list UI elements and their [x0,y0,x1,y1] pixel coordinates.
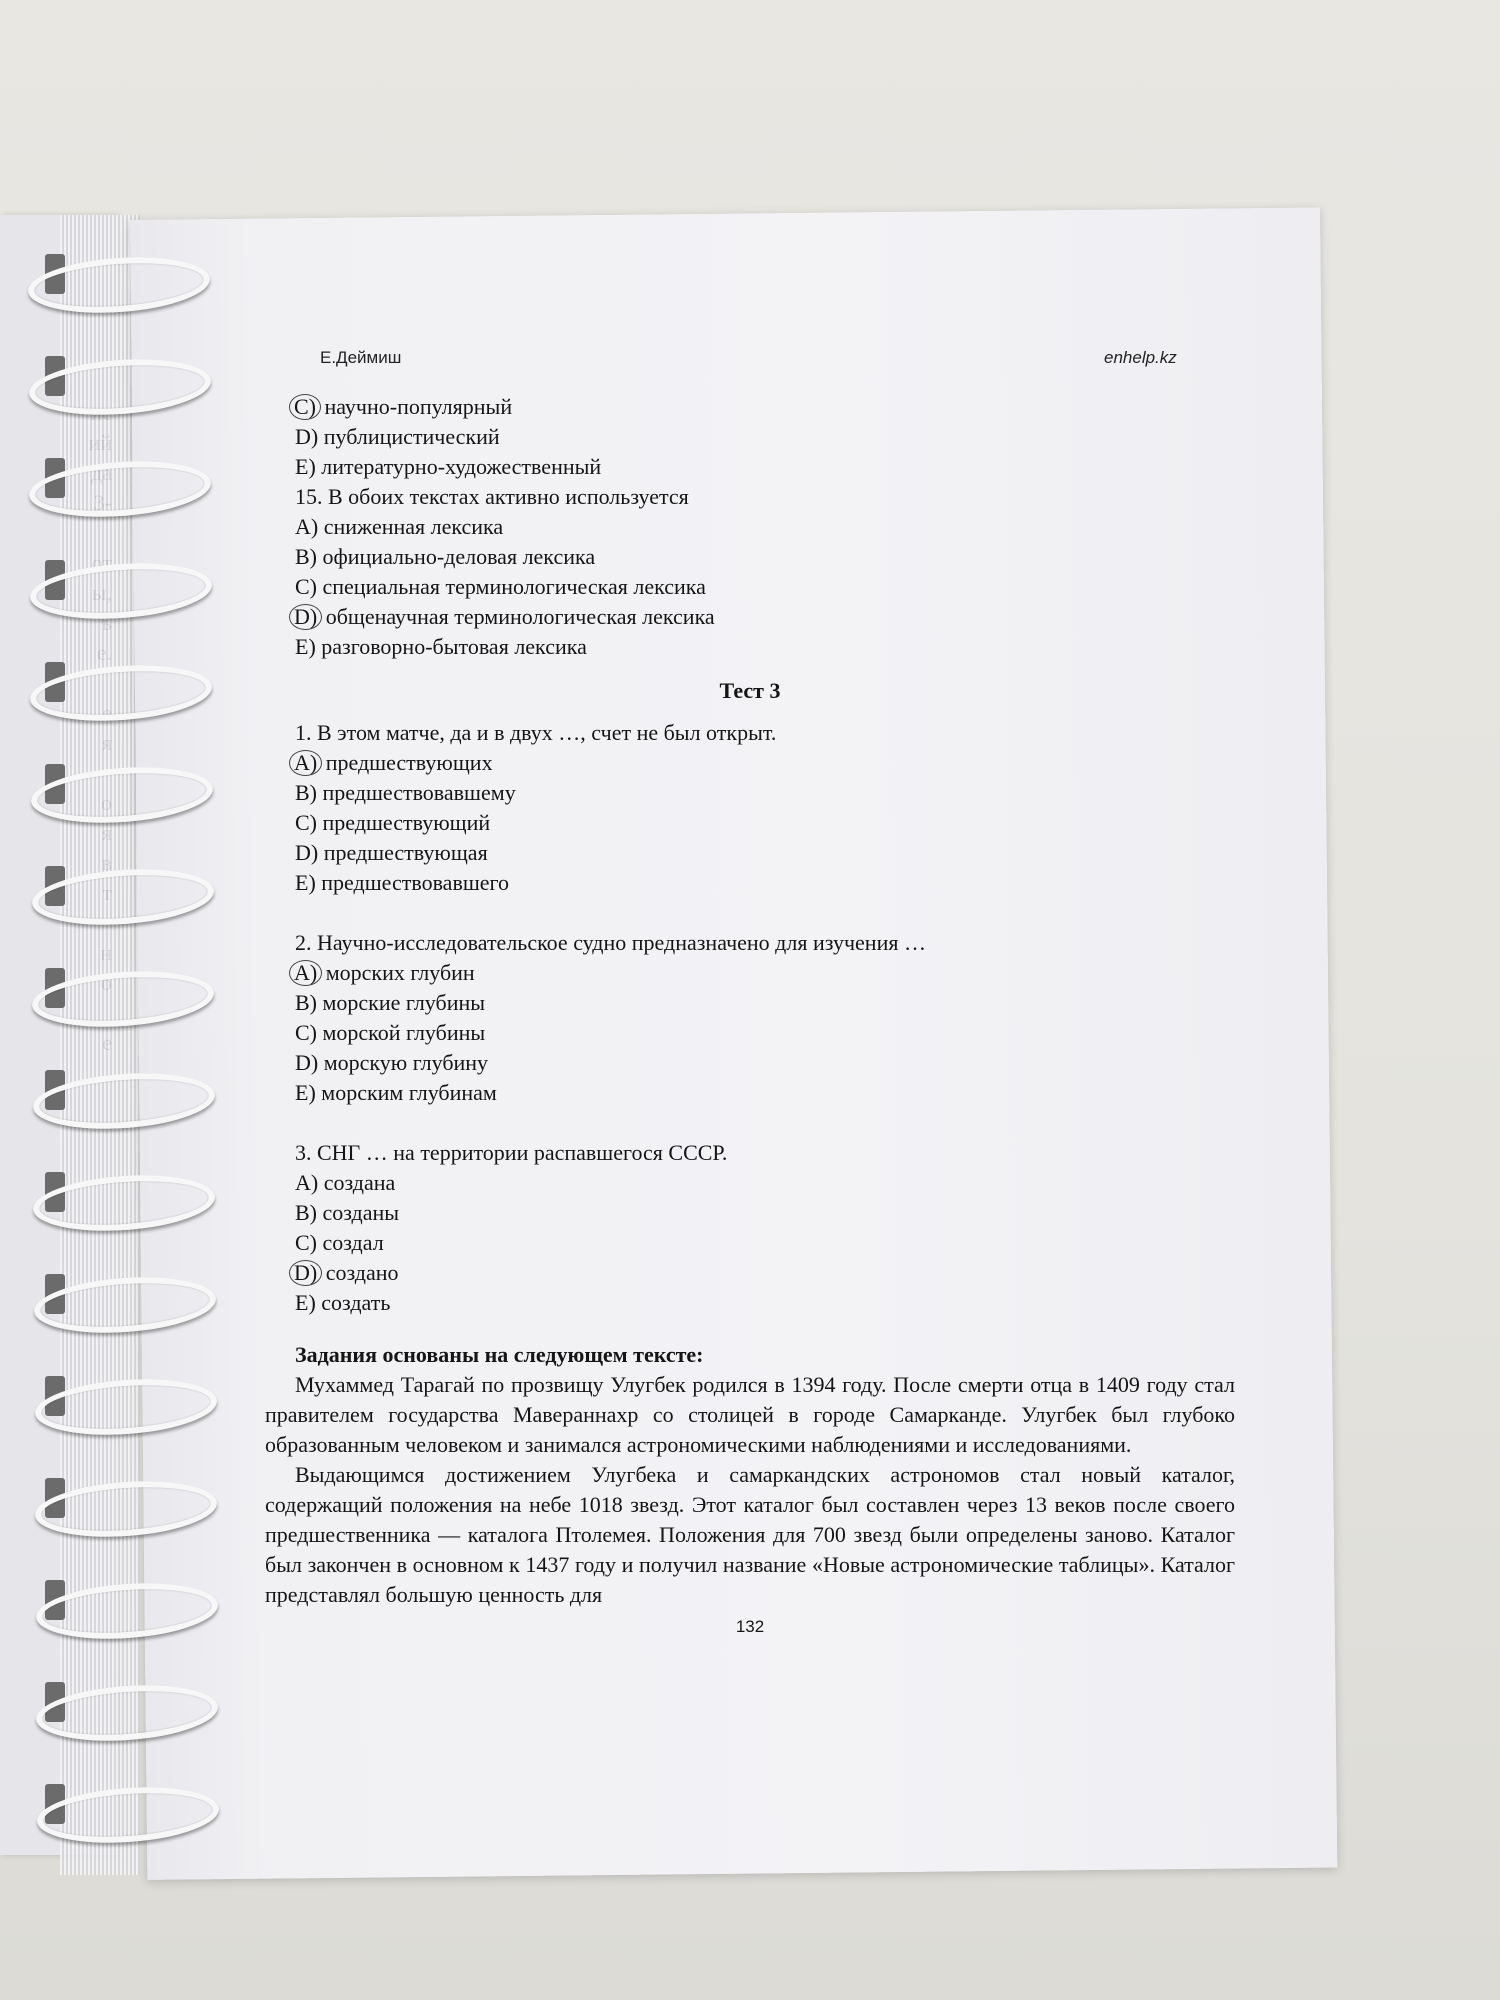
option-letter: D) [295,424,319,449]
option-letter: D) [295,1050,319,1075]
option-text: морской глубины [322,1020,486,1045]
question-text: 3. СНГ … на территории распавшегося СССР. [295,1140,728,1165]
option-letter: C) [295,810,317,835]
option-c [265,1228,1235,1258]
option-letter: C) [295,1230,317,1255]
option-text: сниженная лексика [323,514,504,539]
option-text: разговорно-бытовая лексика [321,634,587,659]
option-text: предшествующих [325,750,493,775]
option-letter: A) [295,514,319,539]
circled-letter: D) [289,604,322,630]
option-b [265,1198,1235,1228]
option-letter: A) [295,1170,319,1195]
option-letter: E) [295,634,316,659]
option-text: общенаучная терминологическая лексика [325,604,715,629]
option-d [265,422,1235,452]
option-letter: E) [295,870,316,895]
header-author: Е.Деймиш [320,348,402,367]
option-a [265,512,1235,542]
option-text: создать [321,1290,391,1315]
option-e [265,452,1235,482]
option-b [265,542,1235,572]
option-e [265,1078,1235,1108]
option-text: научно-популярный [324,394,513,419]
option-letter: B) [295,1200,317,1225]
option-text: предшествующая [323,840,488,865]
option-text: предшествовавшему [322,780,516,805]
option-a [265,1168,1235,1198]
option-e [265,1288,1235,1318]
option-text: предшествующий [322,810,491,835]
option-d [265,838,1235,868]
option-letter: B) [295,544,317,569]
circled-letter: C) [289,394,321,420]
page-content [265,392,1235,1642]
option-text: публицистический [323,424,500,449]
passage-heading: Задания основаны на следующем тексте: [295,1342,704,1367]
circled-letter: A) [289,960,322,986]
question-15 [265,482,1235,662]
option-text: литературно-художественный [321,454,602,479]
reading-passage [265,1340,1235,1610]
option-text: официально-деловая лексика [322,544,596,569]
option-letter: C) [295,1020,317,1045]
page-number: 132 [735,1617,765,1636]
option-letter: B) [295,990,317,1015]
option-text: морские глубины [322,990,486,1015]
option-letter: E) [295,454,316,479]
option-letter: E) [295,1080,316,1105]
header-site: enhelp.kz [1104,348,1177,367]
passage-paragraph-2: Выдающимся достижением Улугбека и самаркандских астрономов стал новый каталог, содержащий положения на небе 1018 звезд. Этот каталог был составлен через 13 веков после своего предшественника — каталога Птолемея. Положения для 700 звезд были определены заново. Каталог был закончен в основном к 1437 году и получил название «Новые астрономические таблицы». Каталог представлял большую ценность для [265,1462,1235,1607]
prev-question-options [265,392,1235,482]
option-d [265,1258,1235,1288]
option-letter: C) [295,574,317,599]
option-text: создал [322,1230,384,1255]
option-e [265,632,1235,662]
option-d [265,1048,1235,1078]
option-text: морских глубин [325,960,475,985]
option-text: морским глубинам [321,1080,497,1105]
question-text: 15. В обоих текстах активно используется [295,484,689,509]
question-2 [265,928,1235,1108]
option-c [265,572,1235,602]
option-a [265,958,1235,988]
circled-letter: D) [289,1260,322,1286]
question-text: 2. Научно-исследовательское судно предназначено для изучения … [295,930,926,955]
option-a [265,748,1235,778]
passage-paragraph-1: Мухаммед Тарагай по прозвищу Улугбек родился в 1394 году. После смерти отца в 1409 году стал правителем государства Мавераннахр со столицей в городе Самарканде. Улугбек был глубоко образованным человеком и занимался астрономическими наблюдениями и исследованиями. [265,1372,1235,1457]
option-text: специальная терминологическая лексика [322,574,706,599]
question-3 [265,1138,1235,1318]
option-d [265,602,1235,632]
option-c [265,808,1235,838]
option-text: предшествовавшего [321,870,510,895]
option-text: морскую глубину [323,1050,489,1075]
option-e [265,868,1235,898]
option-text: созданы [322,1200,400,1225]
option-text: создано [325,1260,399,1285]
option-text: создана [323,1170,396,1195]
option-letter: B) [295,780,317,805]
option-c [265,392,1235,422]
circled-letter: A) [289,750,322,776]
question-text: 1. В этом матче, да и в двух …, счет не был открыт. [295,720,777,745]
option-b [265,988,1235,1018]
option-b [265,778,1235,808]
option-c [265,1018,1235,1048]
option-letter: D) [295,840,319,865]
test-title: Тест 3 [719,678,781,703]
question-1 [265,718,1235,898]
option-letter: E) [295,1290,316,1315]
